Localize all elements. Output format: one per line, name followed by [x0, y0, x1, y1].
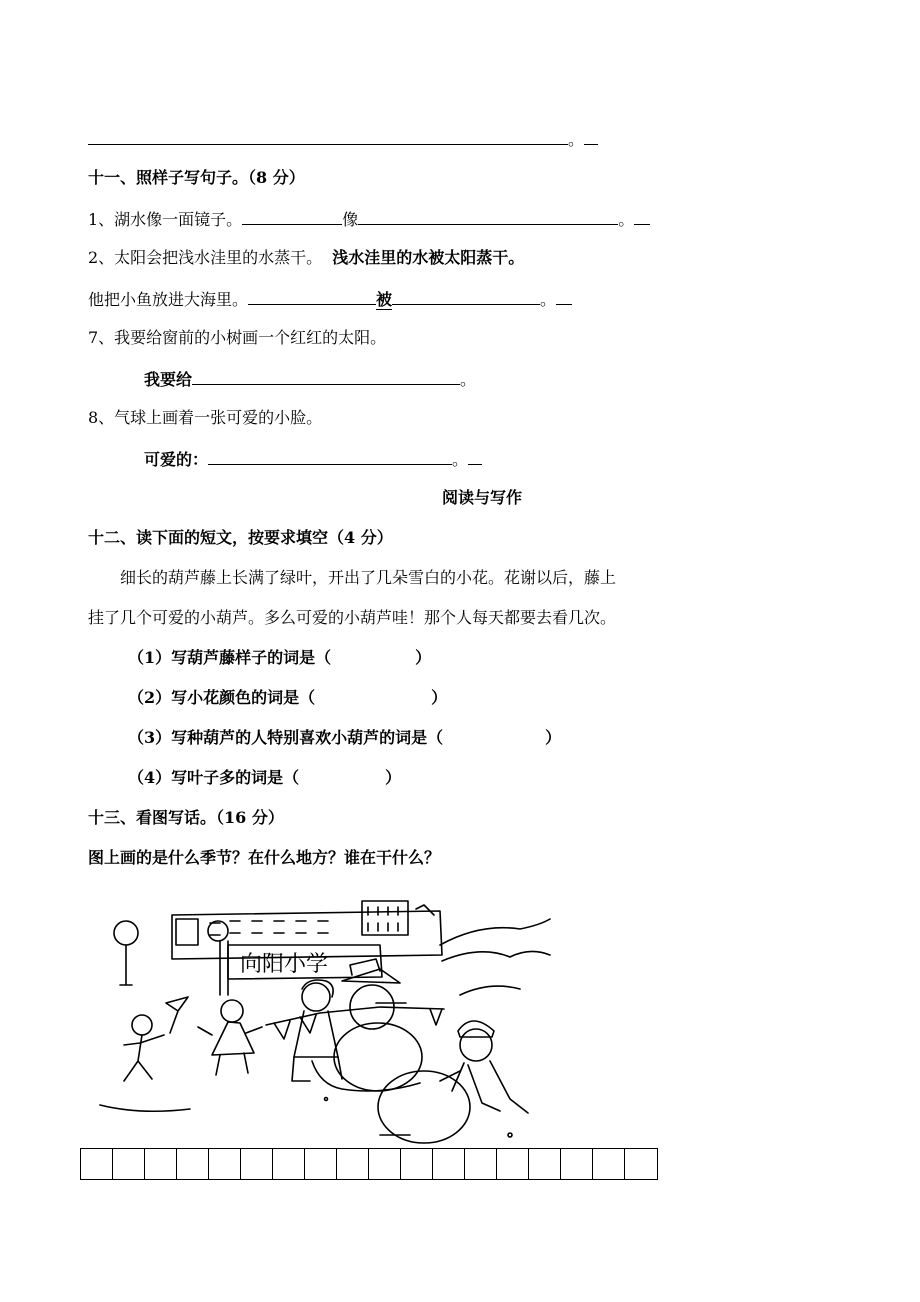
q7-blank[interactable] — [192, 368, 460, 385]
grid-cell[interactable] — [337, 1149, 369, 1179]
grid-cell[interactable] — [305, 1149, 337, 1179]
grid-cell[interactable] — [273, 1149, 305, 1179]
q7-line: 7、我要给窗前的小树画一个红红的太阳。 — [88, 328, 387, 347]
q1-line: 1、湖水像一面镜子。 像 。 — [88, 208, 650, 230]
grid-cell[interactable] — [113, 1149, 145, 1179]
grid-cell[interactable] — [209, 1149, 241, 1179]
school-sign-text: 向阳小学 — [240, 952, 329, 977]
q8-line: 8、气球上画着一张可爱的小脸。 — [88, 408, 323, 427]
picture-prompt: 图上画的是什么季节？在什么地方？谁在干什么？ — [88, 848, 441, 867]
q1-blank-1[interactable] — [242, 208, 342, 225]
q7-answer: 我要给 。 — [144, 370, 477, 389]
item-2: （2）写小花颜色的词是（ ） — [128, 688, 448, 707]
q8-answer: 可爱的： 。 — [144, 448, 482, 470]
section-13-title: 十三、看图写话。（16 分） — [88, 808, 284, 827]
grid-cell[interactable] — [529, 1149, 561, 1179]
passage-line-1: 细长的葫芦藤上长满了绿叶，开出了几朵雪白的小花。花谢以后，藤上 — [120, 568, 617, 587]
q2b-blank-2[interactable] — [392, 288, 540, 305]
top-answer-line[interactable]: 。 — [88, 128, 598, 150]
section-12-title: 十二、读下面的短文，按要求填空（4 分） — [88, 528, 393, 547]
q2-line: 2、太阳会把浅水洼里的水蒸干。 浅水洼里的水被太阳蒸干。 — [88, 248, 525, 267]
q1-blank-2[interactable] — [358, 208, 618, 225]
grid-cell[interactable] — [145, 1149, 177, 1179]
writing-grid[interactable] — [80, 1148, 658, 1180]
section-heading: 阅读与写作 — [442, 488, 523, 507]
passage-line-2: 挂了几个可爱的小葫芦。多么可爱的小葫芦哇！那个人每天都要去看几次。 — [88, 608, 617, 627]
grid-cell[interactable] — [625, 1149, 657, 1179]
grid-cell[interactable] — [369, 1149, 401, 1179]
item-1: （1）写葫芦藤样子的词是（ ） — [128, 648, 432, 667]
grid-cell[interactable] — [433, 1149, 465, 1179]
item-4: （4）写叶子多的词是（ ） — [128, 768, 402, 787]
grid-cell[interactable] — [81, 1149, 113, 1179]
grid-cell[interactable] — [497, 1149, 529, 1179]
section-11-title: 十一、照样子写句子。（8 分） — [88, 168, 305, 187]
grid-cell[interactable] — [465, 1149, 497, 1179]
q2b-line: 他把小鱼放进大海里。 被 。 — [88, 288, 572, 310]
q8-blank[interactable] — [208, 448, 452, 465]
q2-example: 浅水洼里的水被太阳蒸干。 — [332, 248, 525, 267]
grid-cell[interactable] — [593, 1149, 625, 1179]
item-3: （3）写种葫芦的人特别喜欢小葫芦的词是（ ） — [128, 728, 562, 747]
grid-cell[interactable] — [177, 1149, 209, 1179]
q2b-blank-1[interactable] — [248, 288, 376, 305]
grid-cell[interactable] — [401, 1149, 433, 1179]
grid-cell[interactable] — [241, 1149, 273, 1179]
grid-cell[interactable] — [561, 1149, 593, 1179]
winter-scene-drawing — [80, 885, 560, 1145]
